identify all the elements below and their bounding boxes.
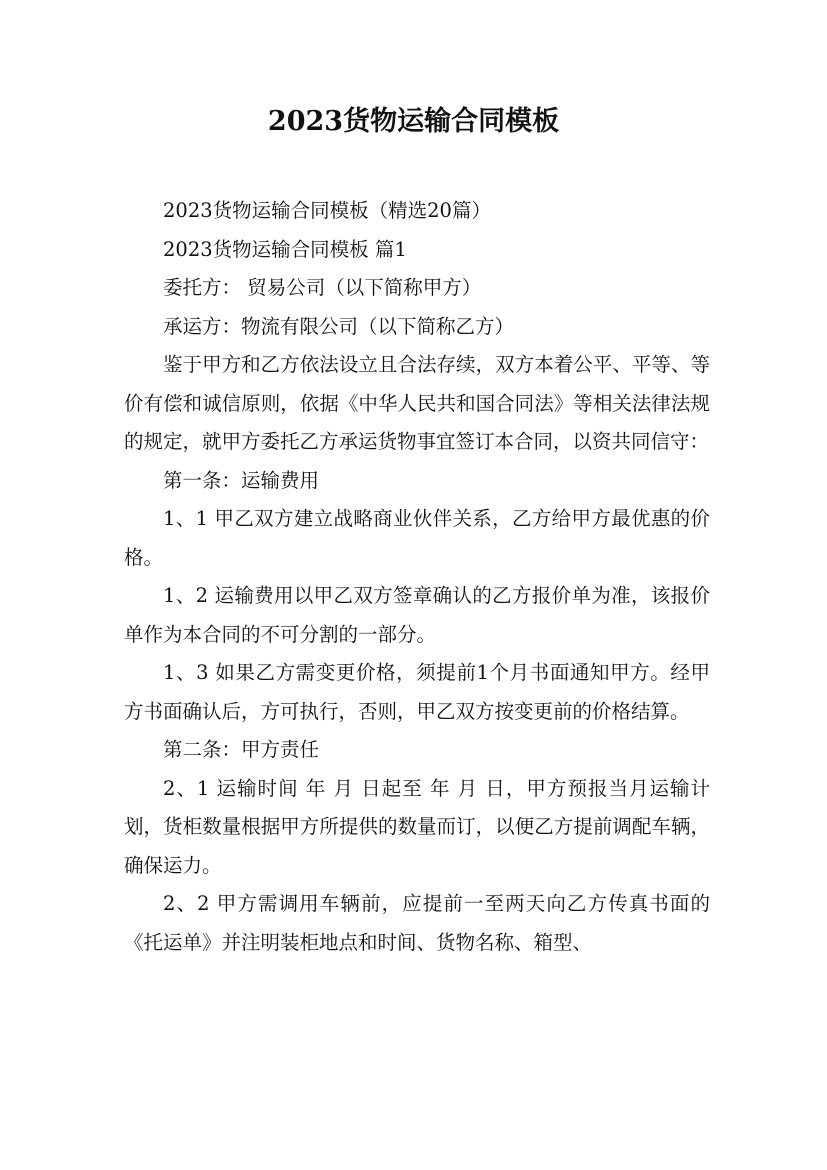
paragraph-clause-2-1: 2、1 运输时间 年 月 日起至 年 月 日，甲方预报当月运输计划，货柜数量根据甲方所提供的数量而订，以便乙方提前调配车辆，确保运力。 <box>124 776 710 877</box>
paragraph-preamble: 鉴于甲方和乙方依法设立且合法存续，双方本着公平、平等、等价有偿和诚信原则，依据《中华人民共和国合同法》等相关法律法规的规定，就甲方委托乙方承运货物事宜签订本合同，以资共同信守： <box>124 353 710 453</box>
paragraph-client-party: 委托方： 贸易公司（以下简称甲方） <box>163 276 482 299</box>
paragraph-article-2-heading: 第二条：甲方责任 <box>163 738 320 761</box>
paragraph-section-heading: 2023货物运输合同模板 篇1 <box>163 237 407 261</box>
paragraph-clause-2-2: 2、2 甲方需调用车辆前，应提前一至两天向乙方传真书面的《托运单》并注明装柜地点和时间、货物名称、箱型、 <box>124 892 710 954</box>
document-body <box>124 192 710 962</box>
paragraph-clause-1-1: 1、1 甲乙双方建立战略商业伙伴关系，乙方给甲方最优惠的价格。 <box>124 507 710 569</box>
paragraph-clause-1-3: 1、3 如果乙方需变更价格，须提前1个月书面通知甲方。经甲方书面确认后，方可执行，否则，甲乙双方按变更前的价格结算。 <box>124 661 710 723</box>
paragraph-carrier-party: 承运方：物流有限公司（以下简称乙方） <box>163 314 515 338</box>
paragraph-clause-1-2: 1、2 运输费用以甲乙双方签章确认的乙方报价单为准，该报价单作为本合同的不可分割的一部分。 <box>124 584 710 646</box>
paragraph-subtitle: 2023货物运输合同模板（精选20篇） <box>163 199 491 222</box>
document-title: 2023货物运输合同模板 <box>267 106 560 137</box>
paragraph-article-1-heading: 第一条：运输费用 <box>163 468 320 492</box>
